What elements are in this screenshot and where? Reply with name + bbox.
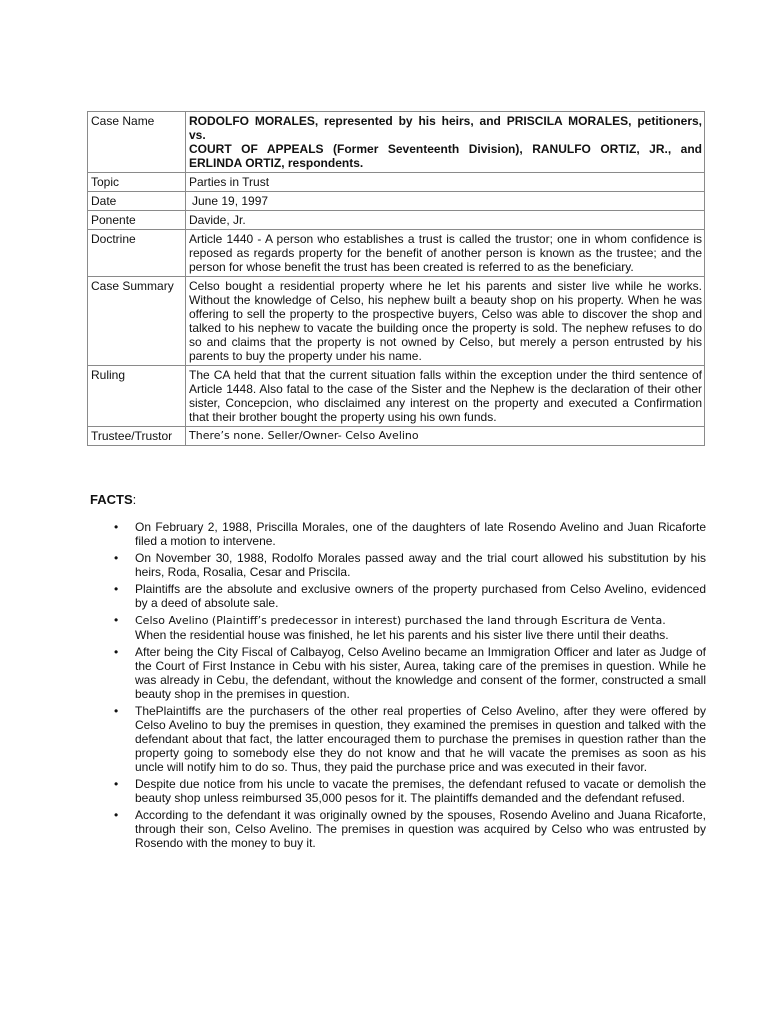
- fact-item: [90, 582, 706, 610]
- bullet-icon: •: [114, 704, 119, 718]
- fact-text: According to the defendant it was originally owned by the spouses, Rosendo Avelino and Juana Ricaforte, through their son, Celso Avelino. The premises in question was acquired by Celso who was entrusted by Rosendo with the money to buy it.: [135, 808, 706, 850]
- doctrine-label: Doctrine: [88, 230, 186, 277]
- bullet-icon: •: [114, 808, 119, 822]
- fact-text: Plaintiffs are the absolute and exclusive owners of the property purchased from Celso Avelino, evidenced by a deed of absolute sale.: [135, 582, 706, 610]
- case-digest-table: [87, 111, 705, 446]
- case-name-line-3: COURT OF APPEALS (Former Seventeenth Division), RANULFO ORTIZ, JR., and: [189, 142, 702, 156]
- fact-text: On November 30, 1988, Rodolfo Morales passed away and the trial court allowed his substitution by his heirs, Roda, Rosalia, Cesar and Priscila.: [135, 551, 706, 579]
- case-summary-value: Celso bought a residential property where he let his parents and sister live while he works. Without the knowledge of Celso, his nephew built a beauty shop on his property. When he was offering to sell the property to the prospective buyers, Celso was able to discover the shop and talked to his nephew to vacate the building once the property is sold. The nephew refuses to do so and claims that the property is not owned by Celso, but merely a person entrusted by his parents to buy the property under his name.: [186, 277, 705, 366]
- bullet-icon: •: [114, 551, 119, 565]
- facts-heading: [90, 492, 136, 507]
- case-name-value: [186, 112, 705, 173]
- bullet-icon: •: [114, 582, 119, 596]
- case-summary-label: Case Summary: [88, 277, 186, 366]
- date-row: [88, 192, 705, 211]
- ruling-label: Ruling: [88, 366, 186, 427]
- fact-text: Celso Avelino (Plaintiff’s predecessor in interest) purchased the land through Escritura de Venta.: [135, 614, 666, 627]
- bullet-icon: •: [114, 520, 119, 534]
- fact-text: On February 2, 1988, Priscilla Morales, one of the daughters of late Rosendo Avelino and Juan Ricaforte filed a motion to intervene.: [135, 520, 706, 548]
- fact-item: [90, 520, 706, 548]
- fact-text: ThePlaintiffs are the purchasers of the other real properties of Celso Avelino, after they were offered by Celso Avelino to buy the premises in question, they examined the premises in question and talked with the defendant about that fact, the latter encouraged them to purchase the premises in question rather than the property going to somebody else they do not know and that he will vacate the premises as soon as his uncle will notify him to do so. Thus, they paid the purchase price and was executed in their favor.: [135, 704, 706, 774]
- bullet-icon: •: [114, 777, 119, 791]
- case-name-label: Case Name: [88, 112, 186, 173]
- bullet-icon: •: [114, 613, 119, 627]
- facts-heading-text: FACTS: [90, 492, 133, 507]
- case-name-line-1: RODOLFO MORALES, represented by his heirs, and PRISCILA MORALES, petitioners,: [189, 114, 702, 128]
- trustee-trustor-value: There’s none. Seller/Owner- Celso Avelino: [186, 427, 705, 446]
- case-name-row: [88, 112, 705, 173]
- bullet-icon: •: [114, 645, 119, 659]
- case-name-line-4: ERLINDA ORTIZ, respondents.: [189, 156, 364, 170]
- ponente-label: Ponente: [88, 211, 186, 230]
- date-value: June 19, 1997: [186, 192, 705, 211]
- fact-item: [90, 551, 706, 579]
- trustee-trustor-label: Trustee/Trustor: [88, 427, 186, 446]
- ponente-row: [88, 211, 705, 230]
- topic-row: [88, 173, 705, 192]
- fact-item: [90, 808, 706, 850]
- facts-list: [90, 520, 706, 853]
- fact-item: [90, 613, 706, 642]
- case-summary-row: [88, 277, 705, 366]
- fact-text-continued: When the residential house was finished, he let his parents and his sister live there until their deaths.: [135, 628, 669, 642]
- facts-heading-colon: :: [132, 492, 137, 507]
- fact-item: [90, 704, 706, 774]
- date-label: Date: [88, 192, 186, 211]
- ruling-row: [88, 366, 705, 427]
- fact-item: [90, 777, 706, 805]
- doctrine-value: Article 1440 - A person who establishes a trust is called the trustor; one in whom confidence is reposed as regards property for the benefit of another person is known as the trustee; and the person for whose benefit the trust has been created is referred to as the beneficiary.: [186, 230, 705, 277]
- trustee-trustor-row: [88, 427, 705, 446]
- ponente-value: Davide, Jr.: [186, 211, 705, 230]
- topic-label: Topic: [88, 173, 186, 192]
- fact-item: [90, 645, 706, 701]
- fact-text: Despite due notice from his uncle to vacate the premises, the defendant refused to vacate or demolish the beauty shop unless reimbursed 35,000 pesos for it. The plaintiffs demanded and the defendant refused.: [135, 777, 706, 805]
- topic-value: Parties in Trust: [186, 173, 705, 192]
- case-name-line-2: vs.: [189, 128, 206, 142]
- fact-text: After being the City Fiscal of Calbayog, Celso Avelino became an Immigration Officer and later as Judge of the Court of First Instance in Cebu with his sister, Aurea, taking care of the premises in question. While he was already in Cebu, the defendant, without the knowledge and consent of the former, constructed a small beauty shop in the premises in question.: [135, 645, 706, 701]
- doctrine-row: [88, 230, 705, 277]
- ruling-value: The CA held that that the current situation falls within the exception under the third sentence of Article 1448. Also fatal to the case of the Sister and the Nephew is the declaration of their other sister, Concepcion, who disclaimed any interest on the property and executed a Confirmation that their brother bought the property using his own funds.: [186, 366, 705, 427]
